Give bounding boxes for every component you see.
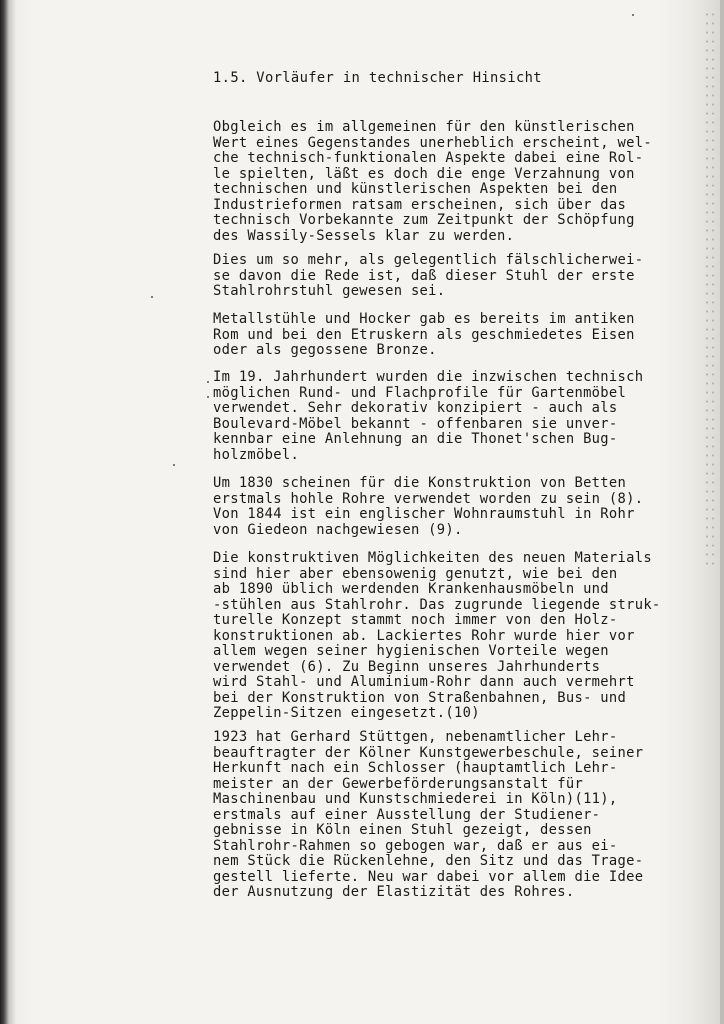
text-line: des Wassily-Sessels klar zu werden. (213, 227, 515, 244)
text-line: technischen und künstlerischen Aspekten bei den (213, 181, 618, 197)
binding-perforation (704, 10, 718, 570)
text-line: holzmöbel. (213, 446, 300, 463)
paragraph-4 (213, 370, 643, 463)
paragraph-3 (213, 312, 635, 359)
text-line: Stahlrohr-Rahmen so gebogen war, daß er aus ei- (213, 837, 618, 854)
scan-speck (207, 396, 209, 398)
text-line: möglichen Rund- und Flachprofile für Gartenmöbel (213, 384, 627, 401)
text-line: Um 1830 scheinen für die Konstruktion von Betten (213, 475, 627, 491)
text-line: von Giedeon nachgewiesen (9). (213, 521, 463, 538)
scan-speck (207, 381, 209, 383)
text-line: erstmals auf einer Ausstellung der Studiener- (213, 806, 601, 823)
text-line: gebnisse in Köln einen Stuhl gezeigt, dessen (213, 822, 592, 838)
text-line: Stahlrohrstuhl gewesen sei. (213, 283, 446, 299)
text-line: che technisch-funktionalen Aspekte dabei eine Rol- (213, 150, 644, 166)
text-line: turelle Konzept stammt noch immer von den Holz- (213, 612, 618, 628)
paragraph-5 (213, 476, 643, 538)
text-line: se davon die Rede ist, daß dieser Stuhl der erste (213, 267, 635, 284)
text-line: allem wegen seiner hygienischen Vorteile wegen (213, 643, 609, 659)
text-line: Maschinenbau und Kunstschmiederei in Köln)(11), (213, 791, 618, 807)
text-line: Metallstühle und Hocker gab es bereits im antiken (213, 311, 635, 327)
page-edge (720, 0, 724, 1024)
text-line: Herkunft nach ein Schlosser (hauptamtlich Lehr- (213, 760, 618, 776)
text-line: oder als gegossene Bronze. (213, 342, 437, 358)
paragraph-7 (213, 730, 643, 901)
text-line: meister an der Gewerbeförderungsanstalt für (213, 775, 584, 792)
text-line: kennbar eine Anlehnung an die Thonet'schen Bug- (213, 431, 618, 447)
text-line: sind hier aber ebensowenig genutzt, wie bei den (213, 565, 618, 582)
text-line: Industrieformen ratsam erscheinen, sich über das (213, 196, 627, 213)
text-line: verwendet. Sehr dekorativ konzipiert - auch als (213, 400, 618, 416)
text-line: Von 1844 ist ein englischer Wohnraumstuhl in Rohr (213, 506, 635, 522)
text-line: Boulevard-Möbel bekannt - offenbaren sie unver- (213, 415, 618, 432)
paragraph-1 (213, 120, 652, 244)
text-line: konstruktionen ab. Lackiertes Rohr wurde hier vor (213, 627, 635, 644)
text-line: Im 19. Jahrhundert wurden die inzwischen technisch (213, 369, 644, 385)
text-line: technisch Vorbekannte zum Zeitpunkt der Schöpfung (213, 212, 635, 228)
paragraph-2 (213, 253, 643, 300)
text-line: bei der Konstruktion von Straßenbahnen, Bus- und (213, 689, 627, 706)
text-line: Zeppelin-Sitzen eingesetzt.(10) (213, 705, 480, 721)
text-line: Obgleich es im allgemeinen für den künstlerischen (213, 119, 635, 135)
text-line: le spielten, läßt es doch die enge Verzahnung von (213, 165, 635, 182)
text-line: Rom und bei den Etruskern als geschmiedetes Eisen (213, 326, 635, 343)
text-line: -stühlen aus Stahlrohr. Das zugrunde liegende struk- (213, 596, 661, 613)
section-heading: 1.5. Vorläufer in technischer Hinsicht (213, 70, 542, 86)
text-line: Dies um so mehr, als gelegentlich fälschlicherwei- (213, 252, 644, 268)
text-line: Die konstruktiven Möglichkeiten des neuen Materials (213, 550, 652, 566)
scan-speck (151, 296, 153, 298)
scan-speck (173, 464, 175, 466)
text-line: gestell lieferte. Neu war dabei vor allem die Idee (213, 868, 644, 885)
text-line: Wert eines Gegenstandes unerheblich erscheint, wel- (213, 134, 652, 151)
text-line: ab 1890 üblich werdenden Krankenhausmöbeln und (213, 581, 609, 597)
text-line: erstmals hohle Rohre verwendet worden zu sein (8). (213, 490, 644, 507)
text-line: 1923 hat Gerhard Stüttgen, nebenamtlicher Lehr- (213, 729, 618, 745)
text-line: der Ausnutzung der Elastizität des Rohres. (213, 884, 575, 900)
paragraph-6 (213, 551, 661, 722)
text-line: nem Stück die Rückenlehne, den Sitz und das Trage- (213, 853, 644, 869)
text-line: wird Stahl- und Aluminium-Rohr dann auch vermehrt (213, 674, 635, 690)
text-line: beauftragter der Kölner Kunstgewerbeschule, seiner (213, 744, 644, 761)
scan-speck (632, 14, 634, 16)
text-line: verwendet (6). Zu Beginn unseres Jahrhunderts (213, 658, 601, 675)
